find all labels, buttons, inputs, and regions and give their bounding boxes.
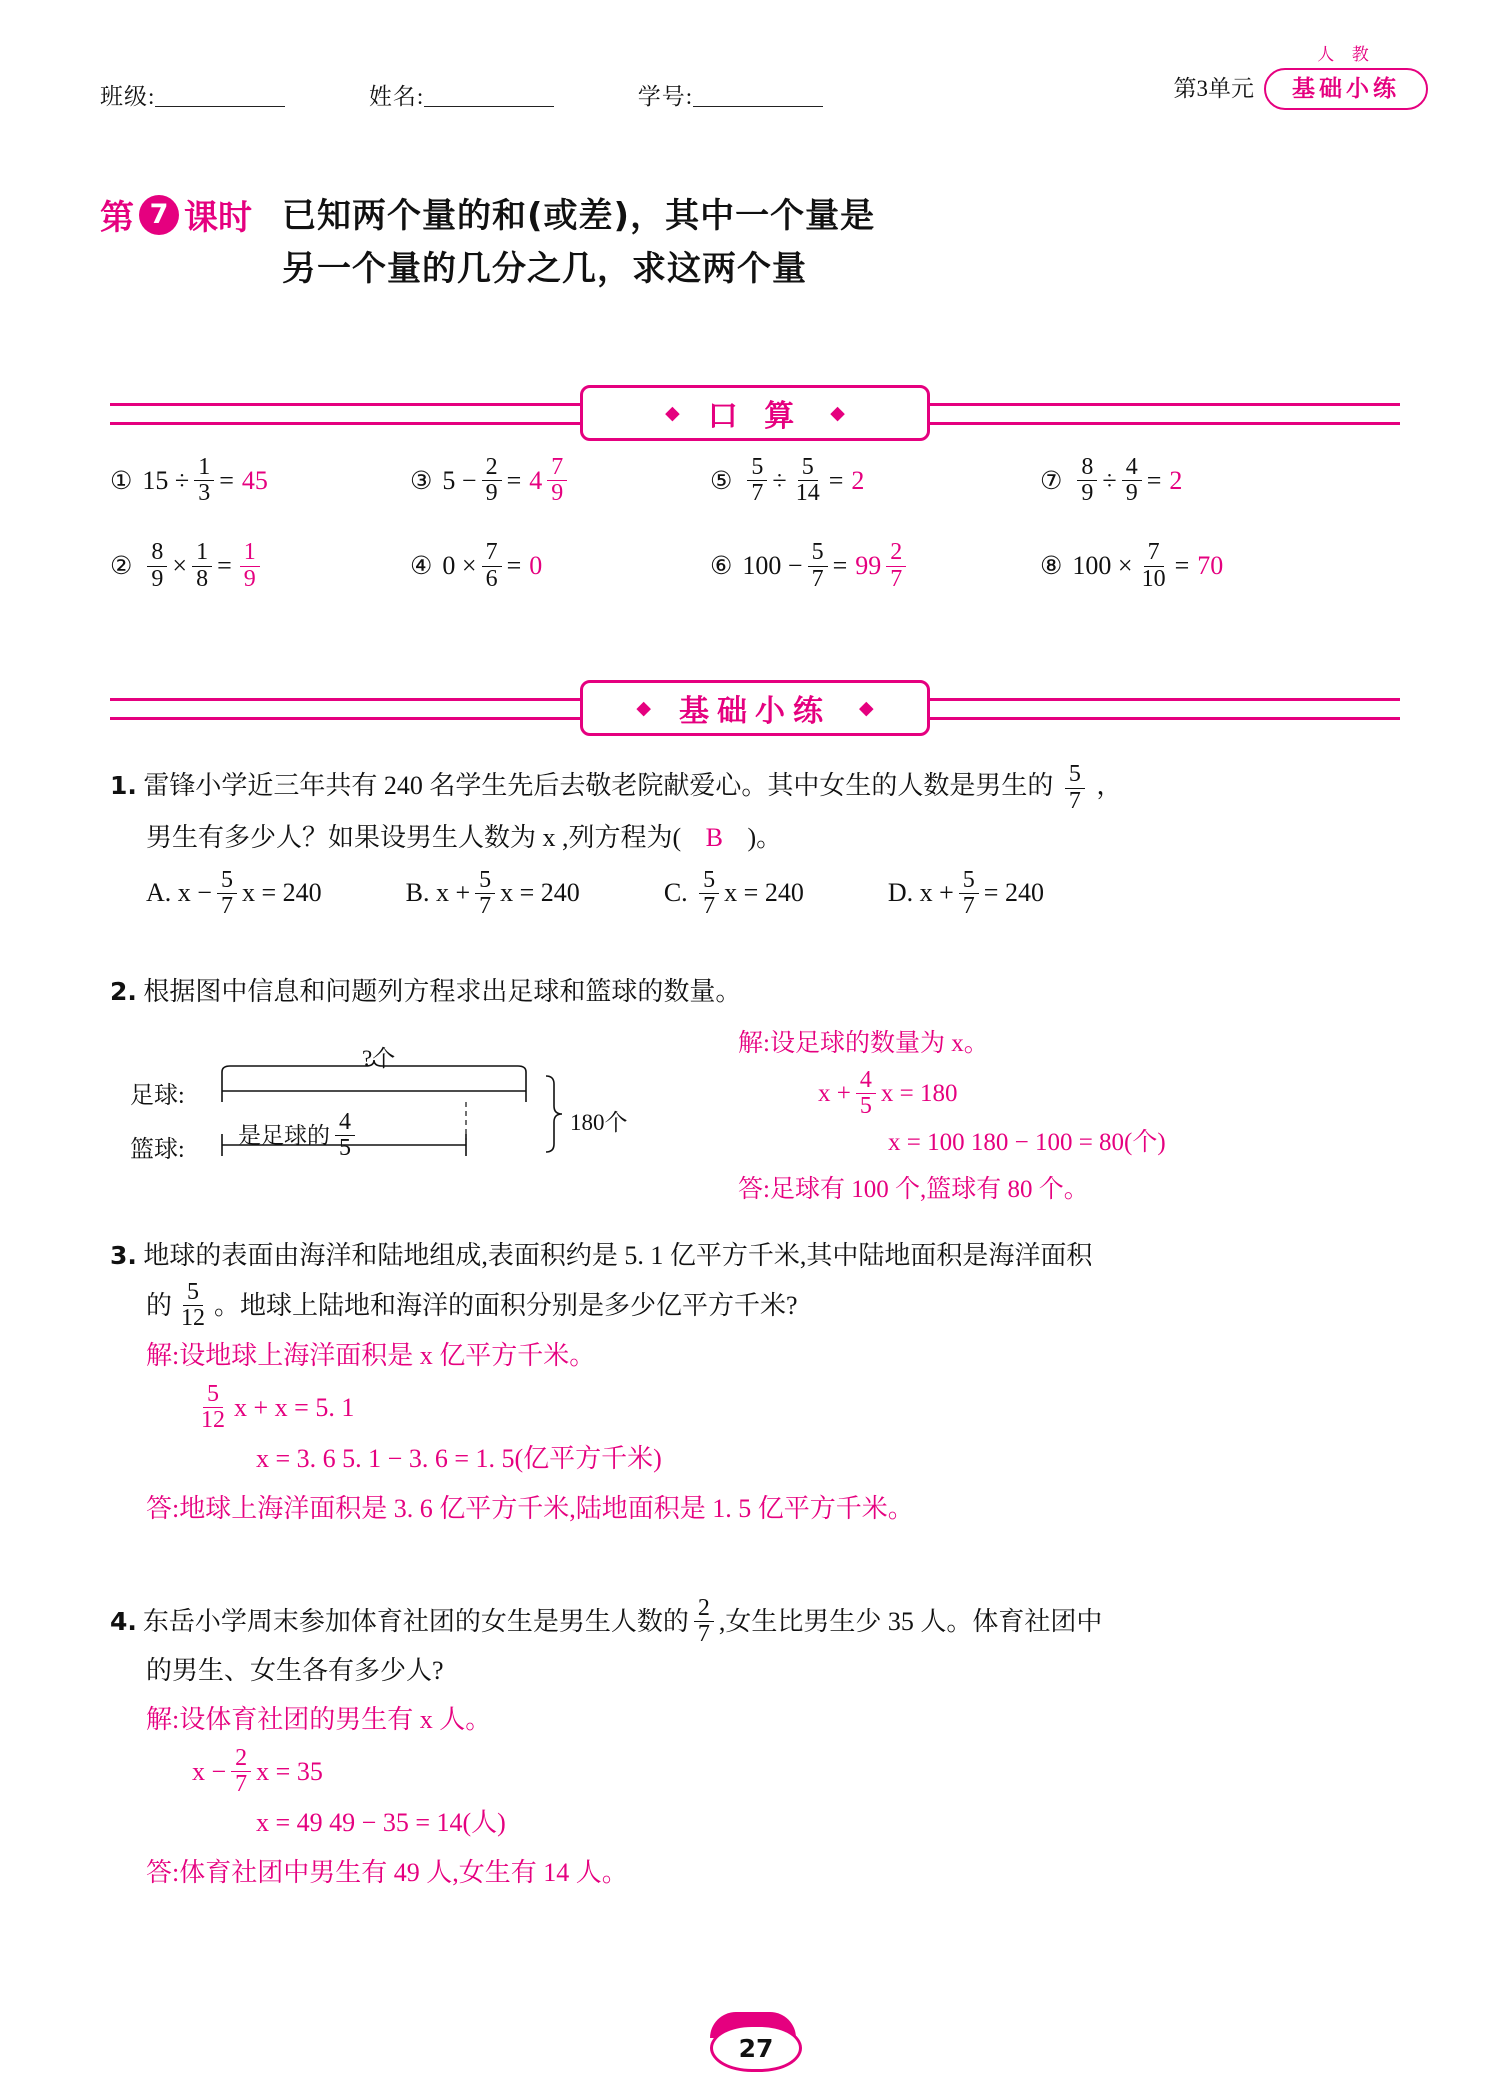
id-label: 学号: bbox=[637, 84, 694, 109]
equals: = bbox=[828, 465, 844, 495]
question-number: 4. bbox=[110, 1606, 137, 1636]
question-1 bbox=[110, 762, 1410, 919]
q1-answer[interactable]: B bbox=[705, 822, 724, 852]
student-fields bbox=[100, 78, 823, 111]
diagram-label-football: 足球: bbox=[130, 1083, 185, 1110]
unit-label: 第3单元 bbox=[1173, 76, 1254, 101]
page-title bbox=[282, 190, 875, 295]
answer[interactable]: 2 bbox=[1169, 465, 1183, 495]
q1-options bbox=[146, 868, 1410, 919]
item-index: ② bbox=[110, 553, 133, 581]
page-number: 27 bbox=[710, 2024, 802, 2072]
option-b[interactable]: B. x + $\frac{5}{7}$ x = 240 bbox=[405, 866, 580, 919]
option-a[interactable]: A. x − $\frac{5}{7}$ x = 240 bbox=[146, 866, 322, 919]
equals: = bbox=[506, 551, 522, 581]
section-banner-oral bbox=[110, 385, 1400, 439]
fraction: $\frac{8}{9}$ bbox=[1077, 455, 1097, 506]
header-right bbox=[1173, 45, 1429, 103]
question-number: 1. bbox=[110, 771, 137, 800]
lesson-title bbox=[100, 190, 1420, 295]
q4-line1: 4. 东岳小学周末参加体育社团的女生是男生人数的 $\frac{2}{7}$ ,女生比男生少 35 人。体育社团中 bbox=[110, 1595, 1103, 1648]
q1-line2 bbox=[146, 814, 1410, 862]
item-index: ③ bbox=[410, 467, 433, 495]
diagram-inner-text: 是足球的 $\frac{4}{5}$ bbox=[238, 1110, 360, 1161]
oral-item-4 bbox=[410, 540, 710, 591]
section-title-oral: 口 算 bbox=[707, 399, 803, 434]
solution-line-3: x = 49 49 − 35 = 14(人) bbox=[256, 1807, 506, 1837]
q2-solution bbox=[738, 1020, 1166, 1214]
expression: 100 − bbox=[742, 551, 803, 581]
q1-text-d: )。 bbox=[747, 822, 783, 852]
answer[interactable]: 70 bbox=[1197, 551, 1224, 581]
question-number: 2. bbox=[110, 977, 137, 1006]
banner-box bbox=[580, 385, 930, 441]
equals: = bbox=[1146, 465, 1162, 495]
oral-row-1 bbox=[110, 455, 1410, 506]
fraction: $\frac{2}{9}$ bbox=[482, 455, 502, 506]
item-index: ⑦ bbox=[1040, 467, 1063, 495]
class-label: 班级: bbox=[100, 84, 156, 109]
class-field bbox=[100, 78, 285, 111]
item-index: ⑤ bbox=[710, 467, 733, 495]
oral-item-6 bbox=[710, 540, 1040, 591]
diagram-total-label: 180个 bbox=[570, 1110, 628, 1136]
q3-line1 bbox=[110, 1232, 1410, 1280]
fraction: $\frac{7}{6}$ bbox=[482, 540, 502, 591]
bar-diagram bbox=[130, 1044, 690, 1164]
answer[interactable]: 2 bbox=[851, 465, 865, 495]
page-number-badge bbox=[710, 2012, 796, 2066]
oral-row-2 bbox=[110, 540, 1410, 591]
lesson-number: 7 bbox=[139, 195, 179, 235]
section-banner-basic bbox=[110, 680, 1400, 734]
expression: 15 ÷ bbox=[142, 465, 190, 495]
q2-text: 根据图中信息和问题列方程求出足球和篮球的数量。 bbox=[143, 977, 742, 1006]
title-line-1: 已知两个量的和(或差)，其中一个量是 bbox=[282, 196, 876, 236]
name-blank[interactable] bbox=[424, 86, 554, 107]
equals: = bbox=[1174, 551, 1190, 581]
oral-item-2 bbox=[110, 540, 410, 591]
title-line-2: 另一个量的几分之几，求这两个量 bbox=[282, 248, 807, 289]
solution-line-1: 解:设地球上海洋面积是 x 亿平方千米。 bbox=[146, 1341, 596, 1371]
page-header bbox=[0, 45, 1506, 138]
fraction: $\frac{4}{9}$ bbox=[1122, 455, 1142, 506]
section-title-basic: 基础小练 bbox=[679, 694, 831, 729]
operator: ÷ bbox=[772, 465, 787, 495]
q3-line2: 的 $\frac{5}{12}$ 。地球上陆地和海洋的面积分别是多少亿平方千米? bbox=[146, 1279, 798, 1332]
fraction: $\frac{7}{10}$ bbox=[1141, 539, 1166, 592]
fraction: $\frac{8}{9}$ bbox=[147, 540, 167, 591]
q2-line1 bbox=[110, 968, 1410, 1016]
equals: = bbox=[217, 551, 232, 581]
diamond-icon-right: ◆ bbox=[830, 402, 845, 424]
operator: ÷ bbox=[1102, 465, 1117, 495]
q1-text-c: 男生有多少人？如果设男生人数为 x ,列方程为( bbox=[146, 822, 682, 852]
fraction: $\frac{5}{7}$ bbox=[1065, 762, 1085, 813]
page-footer bbox=[0, 2012, 1506, 2071]
series-badge-wrap bbox=[1264, 45, 1428, 103]
answer[interactable]: 99 $\frac{2}{7}$ bbox=[855, 540, 911, 591]
option-d[interactable]: D. x + $\frac{5}{7}$ = 240 bbox=[887, 866, 1044, 919]
item-index: ④ bbox=[410, 553, 433, 581]
equals: = bbox=[832, 551, 848, 581]
question-3 bbox=[110, 1232, 1410, 1535]
q1-line1 bbox=[110, 762, 1410, 814]
oral-item-1 bbox=[110, 455, 410, 506]
item-index: ⑥ bbox=[710, 553, 733, 581]
q4-line2: 的男生、女生各有多少人? bbox=[146, 1656, 444, 1686]
solution-line-2: x − $\frac{2}{7}$ x = 35 bbox=[192, 1745, 323, 1798]
series-badge: 基础小练 bbox=[1264, 68, 1428, 110]
q1-text-a: 雷锋小学近三年共有 240 名学生先后去敬老院献爱心。其中女生的人数是男生的 bbox=[143, 771, 1054, 800]
solution-line-2: x + $\frac{4}{5}$ x = 180 bbox=[818, 1066, 958, 1119]
solution-line-4: 答:体育社团中男生有 49 人,女生有 14 人。 bbox=[146, 1858, 628, 1888]
q3-text-a: 地球的表面由海洋和陆地组成,表面积约是 5. 1 亿平方千米,其中陆地面积是海洋面积 bbox=[143, 1241, 1093, 1270]
banner-box bbox=[580, 680, 930, 736]
oral-item-3 bbox=[410, 455, 710, 506]
fraction: $\frac{5}{14}$ bbox=[795, 454, 820, 507]
id-blank[interactable] bbox=[693, 86, 823, 107]
solution-line-3: x = 100 180 − 100 = 80(个) bbox=[888, 1128, 1166, 1156]
name-label: 姓名: bbox=[368, 84, 425, 109]
question-2 bbox=[110, 968, 1410, 1214]
diagram-question-mark: ?个 bbox=[362, 1046, 396, 1072]
id-field bbox=[638, 78, 823, 111]
fraction: $\frac{5}{7}$ bbox=[808, 540, 828, 591]
diagram-label-basketball: 篮球: bbox=[130, 1137, 185, 1164]
question-number: 3. bbox=[110, 1241, 137, 1270]
solution-line-3: x = 3. 6 5. 1 − 3. 6 = 1. 5(亿平方千米) bbox=[256, 1443, 662, 1473]
lesson-suffix: 课时 bbox=[184, 198, 252, 238]
name-field bbox=[369, 78, 554, 111]
class-blank[interactable] bbox=[155, 86, 285, 107]
fraction: $\frac{5}{7}$ bbox=[747, 455, 767, 506]
oral-item-5 bbox=[710, 455, 1040, 506]
expression: 100 × bbox=[1072, 551, 1133, 581]
fraction: $\frac{1}{3}$ bbox=[194, 455, 214, 506]
diamond-icon-left: ◆ bbox=[665, 402, 680, 424]
q4-solution bbox=[146, 1695, 1410, 1898]
item-index: ① bbox=[110, 467, 133, 495]
solution-line-4: 答:地球上海洋面积是 3. 6 亿平方千米,陆地面积是 1. 5 亿平方千米。 bbox=[146, 1494, 914, 1524]
solution-line-1: 解:设足球的数量为 x。 bbox=[738, 1030, 989, 1058]
publisher-label: 人 教 bbox=[1317, 45, 1375, 65]
diamond-icon-left: ◆ bbox=[636, 697, 651, 719]
item-index: ⑧ bbox=[1040, 553, 1063, 581]
solution-line-2: $\frac{5}{12}$ x + x = 5. 1 bbox=[201, 1381, 355, 1434]
lesson-prefix: 第 bbox=[100, 198, 134, 238]
q1-text-b: ， bbox=[1096, 771, 1123, 800]
lesson-tag bbox=[100, 190, 252, 239]
option-c[interactable]: C. $\frac{5}{7}$ x = 240 bbox=[663, 866, 804, 919]
oral-calculation bbox=[110, 455, 1410, 626]
equals: = bbox=[506, 465, 522, 495]
equals: = bbox=[219, 465, 234, 495]
expression: 5 − bbox=[442, 465, 477, 495]
answer[interactable]: $\frac{1}{9}$ bbox=[240, 540, 260, 591]
solution-line-1: 解:设体育社团的男生有 x 人。 bbox=[146, 1705, 492, 1735]
answer[interactable]: 0 bbox=[529, 551, 543, 581]
oral-item-8 bbox=[1040, 540, 1223, 591]
expression: 0 × bbox=[442, 551, 477, 581]
solution-line-4: 答:足球有 100 个,篮球有 80 个。 bbox=[738, 1176, 1089, 1204]
q3-solution bbox=[146, 1331, 1410, 1534]
diamond-icon-right: ◆ bbox=[859, 697, 874, 719]
operator: × bbox=[172, 551, 188, 581]
answer[interactable]: 4 $\frac{7}{9}$ bbox=[529, 455, 572, 506]
question-4 bbox=[110, 1596, 1410, 1899]
answer[interactable]: 45 bbox=[241, 465, 268, 495]
oral-item-7 bbox=[1040, 455, 1182, 506]
fraction: $\frac{1}{8}$ bbox=[192, 540, 212, 591]
